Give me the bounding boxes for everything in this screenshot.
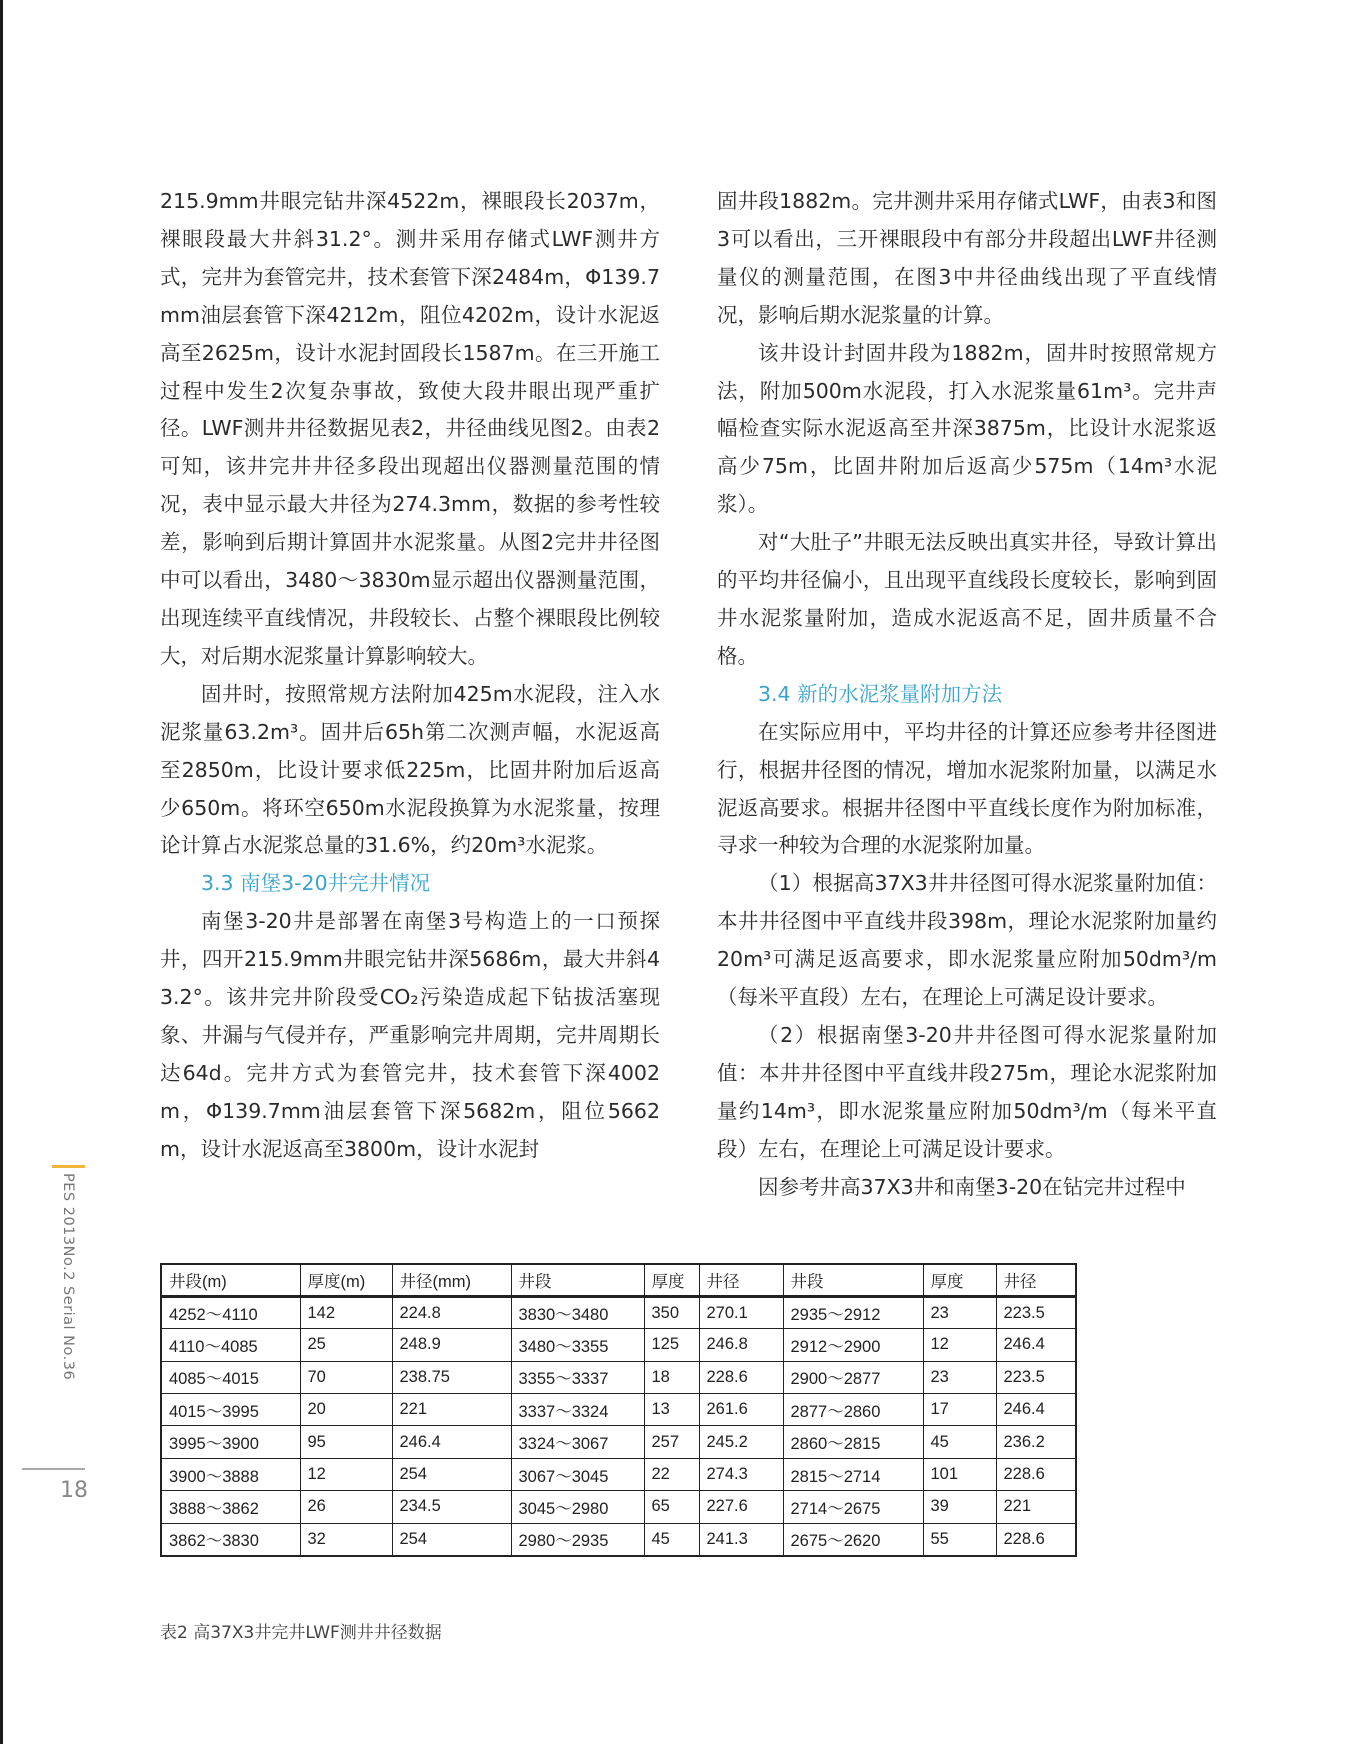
table-cell: 125 [644,1329,699,1361]
table-cell: 246.4 [996,1329,1076,1361]
table-cell: 142 [300,1296,392,1328]
table-cell: 228.6 [699,1361,783,1393]
table-body [161,1296,1076,1555]
table-cell: 261.6 [699,1394,783,1426]
paragraph: 215.9mm井眼完钻井深4522m，裸眼段长2037m，裸眼段最大井斜31.2°。测井采用存储式LWF测井方式，完井为套管完井，技术套管下深2484m，Φ139.7mm油层套管下深4212m，阻位4202m，设计水泥返高至2625m，设计水泥封固段长1587m。在三开施工过程中发生2次复杂事故，致使大段井眼出现严重扩径。LWF测井井径数据见表2，井径曲线见图2。由表2可知，该井完井井径多段出现超出仪器测量范围的情况，表中显示最大井径为274.3mm，数据的参考性较差，影响到后期计算固井水泥浆量。从图2完井井径图中可以看出，3480～3830m显示超出仪器测量范围，出现连续平直线情况，井段较长、占整个裸眼段比例较大，对后期水泥浆量计算影响较大。 [160,189,660,668]
table-cell: 3830～3480 [511,1296,644,1328]
table-row [161,1361,1076,1393]
table-cell: 3900～3888 [161,1458,300,1490]
table-cell: 39 [923,1491,996,1523]
table-cell: 228.6 [996,1523,1076,1555]
page-edge [0,0,3,1744]
table-row [161,1296,1076,1328]
table-cell: 18 [644,1361,699,1393]
table-cell: 32 [300,1523,392,1555]
section-heading: 3.3 南堡3-20井完井情况 [201,871,431,896]
page-number: 18 [60,1478,88,1503]
table-header-cell: 厚度 [644,1264,699,1296]
table-cell: 246.8 [699,1329,783,1361]
paragraph: （2）根据南堡3-20井井径图可得水泥浆量附加值：本井井径图中平直线井段275m，理论水泥浆附加量约14m³，即水泥浆量应附加50dm³/m（每米平直段）左右，在理论上可满足设计要求。 [717,1022,1217,1161]
table-cell: 4252～4110 [161,1296,300,1328]
paragraph: 南堡3-20井是部署在南堡3号构造上的一口预探井，四开215.9mm井眼完钻井深5686m，最大井斜43.2°。该井完井阶段受CO₂污染造成起下钻拔活塞现象、井漏与气侵并存，严重影响完井周期，完井周期长达64d。完井方式为套管完井，技术套管下深4002m，Φ139.7mm油层套管下深5682m，阻位5662m，设计水泥返高至3800m，设计水泥封 [160,909,660,1161]
table-cell: 223.5 [996,1296,1076,1328]
table-cell: 3337～3324 [511,1394,644,1426]
table-cell: 3480～3355 [511,1329,644,1361]
table-cell: 248.9 [392,1329,511,1361]
paragraph: 固井段1882m。完井测井采用存储式LWF，由表3和图3可以看出，三开裸眼段中有部分井段超出LWF井径测量仪的测量范围，在图3中井径曲线出现了平直线情况，影响后期水泥浆量的计算。 [717,189,1217,327]
table-cell: 2714～2675 [783,1491,923,1523]
journal-issue-label: PES 2013No.2 Serial No.36 [60,1173,76,1381]
table-cell: 2877～2860 [783,1394,923,1426]
table-header-cell: 井段 [511,1264,644,1296]
table-cell: 221 [392,1394,511,1426]
table-row [161,1523,1076,1555]
table-header-cell: 井径 [996,1264,1076,1296]
paragraph: 在实际应用中，平均井径的计算还应参考井径图进行，根据井径图的情况，增加水泥浆附加量，以满足水泥返高要求。根据井径图中平直线长度作为附加标准，寻求一种较为合理的水泥浆附加量。 [717,719,1217,858]
table-cell: 270.1 [699,1296,783,1328]
paragraph: 因参考井高37X3井和南堡3-20在钻完井过程中 [758,1174,1186,1199]
table-cell: 2675～2620 [783,1523,923,1555]
table-caption: 表2 高37X3井完井LWF测井井径数据 [160,1623,442,1643]
table-cell: 4110～4085 [161,1329,300,1361]
table-header-cell: 井段 [783,1264,923,1296]
table-cell: 70 [300,1361,392,1393]
table-cell: 2900～2877 [783,1361,923,1393]
table-cell: 12 [923,1329,996,1361]
table-cell: 3324～3067 [511,1426,644,1458]
sidebar-accent-line [52,1165,85,1168]
table-cell: 227.6 [699,1491,783,1523]
table-cell: 3995～3900 [161,1426,300,1458]
table-cell: 236.2 [996,1426,1076,1458]
paragraph: 该井设计封固井段为1882m，固井时按照常规方法，附加500m水泥段，打入水泥浆量61m³。完井声幅检查实际水泥返高至井深3875m，比设计水泥浆返高少75m，比固井附加后返高少575m（14m³水泥浆）。 [717,340,1217,517]
section-heading: 3.4 新的水泥浆量附加方法 [758,681,1003,706]
table-cell: 238.75 [392,1361,511,1393]
sidebar-divider [22,1468,85,1470]
table-row [161,1458,1076,1490]
table-header-cell: 厚度(m) [300,1264,392,1296]
table-cell: 3862～3830 [161,1523,300,1555]
table-cell: 254 [392,1458,511,1490]
table-cell: 223.5 [996,1361,1076,1393]
table-cell: 65 [644,1491,699,1523]
table-cell: 254 [392,1523,511,1555]
table-cell: 13 [644,1394,699,1426]
table-cell: 2935～2912 [783,1296,923,1328]
table-header-cell: 井径 [699,1264,783,1296]
table-cell: 274.3 [699,1458,783,1490]
table-cell: 22 [644,1458,699,1490]
table-cell: 241.3 [699,1523,783,1555]
table-cell: 4085～4015 [161,1361,300,1393]
table-cell: 350 [644,1296,699,1328]
table-cell: 3045～2980 [511,1491,644,1523]
well-diameter-table [160,1263,1077,1557]
table-cell: 257 [644,1426,699,1458]
table-cell: 2860～2815 [783,1426,923,1458]
table-cell: 45 [923,1426,996,1458]
table-cell: 2912～2900 [783,1329,923,1361]
table-header-cell: 井径(mm) [392,1264,511,1296]
table-cell: 4015～3995 [161,1394,300,1426]
paragraph: 对“大肚子”井眼无法反映出真实井径，导致计算出的平均井径偏小，且出现平直线段长度较长，影响到固井水泥浆量附加，造成水泥返高不足，固井质量不合格。 [717,530,1217,668]
paragraph: 固井时，按照常规方法附加425m水泥段，注入水泥浆量63.2m³。固井后65h第二次测声幅，水泥返高至2850m，比设计要求低225m，比固井附加后返高少650m。将环空650m水泥段换算为水泥浆量，按理论计算占水泥浆总量的31.6%，约20m³水泥浆。 [160,681,660,858]
table-cell: 25 [300,1329,392,1361]
table-header-cell: 厚度 [923,1264,996,1296]
table-cell: 234.5 [392,1491,511,1523]
table-cell: 3355～3337 [511,1361,644,1393]
table-cell: 2815～2714 [783,1458,923,1490]
table-cell: 55 [923,1523,996,1555]
table-cell: 23 [923,1296,996,1328]
table-cell: 3888～3862 [161,1491,300,1523]
table-row [161,1329,1076,1361]
table-cell: 17 [923,1394,996,1426]
table-cell: 246.4 [392,1426,511,1458]
table-cell: 246.4 [996,1394,1076,1426]
table-cell: 12 [300,1458,392,1490]
table-cell: 26 [300,1491,392,1523]
table-header-row [161,1264,1076,1296]
table-cell: 224.8 [392,1296,511,1328]
table-header-cell: 井段(m) [161,1264,300,1296]
table-cell: 221 [996,1491,1076,1523]
table-row [161,1491,1076,1523]
table-cell: 2980～2935 [511,1523,644,1555]
table-cell: 3067～3045 [511,1458,644,1490]
table-cell: 228.6 [996,1458,1076,1490]
table-row [161,1394,1076,1426]
right-text-column [717,183,1217,1206]
table-cell: 245.2 [699,1426,783,1458]
table-cell: 95 [300,1426,392,1458]
table-cell: 101 [923,1458,996,1490]
table-row [161,1426,1076,1458]
paragraph: （1）根据高37X3井井径图可得水泥浆量附加值：本井井径图中平直线井段398m，理论水泥浆附加量约20m³可满足返高要求，即水泥浆量应附加50dm³/m（每米平直段）左右，在理论上可满足设计要求。 [717,871,1217,1010]
table-cell: 45 [644,1523,699,1555]
left-text-column [160,183,660,1169]
table-cell: 23 [923,1361,996,1393]
table-cell: 20 [300,1394,392,1426]
